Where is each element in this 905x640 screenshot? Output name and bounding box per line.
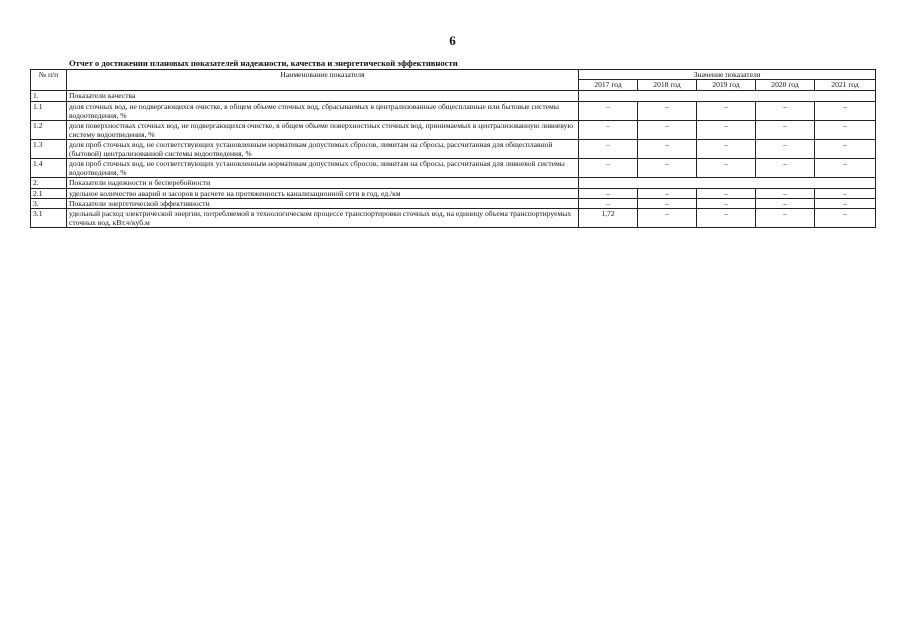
value-cell: – [756, 102, 815, 121]
value-cell: – [638, 121, 697, 140]
row-num: 3.1 [31, 209, 67, 228]
indicator-name: удельное количество аварий и засоров в расчете на протяженность канализационной сети в год, ед./км [67, 189, 579, 199]
value-cell: – [815, 209, 876, 228]
row-num: 1.3 [31, 140, 67, 159]
value-cell: – [579, 121, 638, 140]
row-num: 1.4 [31, 159, 67, 178]
indicator-name: доля проб сточных вод, не соответствующих установленным нормативам допустимых сбросов, лимитам на сбросы, рассчитанная для ливневой системы водоотведения, % [67, 159, 579, 178]
value-cell: – [697, 140, 756, 159]
table-row [31, 140, 876, 159]
header-year: 2017 год [579, 80, 638, 91]
header-name: Наименование показателя [67, 70, 579, 91]
indicator-name: доля сточных вод, не подвергающихся очистке, в общем объеме сточных вод, сбрасываемых в централизованные общесплавные или бытовые системы водоотведения, % [67, 102, 579, 121]
value-cell: – [697, 189, 756, 199]
report-title: Отчет о достижении плановых показателей надежности, качества и энергетической эффективности [69, 58, 458, 68]
value-cell: – [579, 199, 638, 209]
value-cell: – [756, 209, 815, 228]
value-cell: – [756, 189, 815, 199]
header-num: № п/п [31, 70, 67, 91]
value-cell: – [815, 159, 876, 178]
value-cell: – [579, 140, 638, 159]
indicators-table [30, 69, 876, 228]
header-year: 2018 год [638, 80, 697, 91]
value-cell: – [638, 102, 697, 121]
value-cell: – [697, 102, 756, 121]
value-cell: – [638, 189, 697, 199]
empty-value-cell [579, 178, 876, 189]
value-cell: – [815, 199, 876, 209]
table-row [31, 178, 876, 189]
table-row [31, 199, 876, 209]
value-cell: – [638, 209, 697, 228]
value-cell: – [815, 121, 876, 140]
table-row [31, 159, 876, 178]
page-number: 6 [449, 33, 456, 48]
value-cell: 1,72 [579, 209, 638, 228]
value-cell: – [756, 121, 815, 140]
value-cell: – [697, 121, 756, 140]
table-row [31, 91, 876, 102]
row-num: 1.2 [31, 121, 67, 140]
table-row [31, 102, 876, 121]
value-cell: – [697, 209, 756, 228]
table-row [31, 189, 876, 199]
indicator-name: доля поверхностных сточных вод, не подвергающихся очистке, в общем объеме поверхностных сточных вод, принимаемых в централизованную ливневую систему водоотведения, % [67, 121, 579, 140]
value-cell: – [579, 102, 638, 121]
value-cell: – [697, 199, 756, 209]
section-title: Показатели надежности и бесперебойности [67, 178, 579, 189]
table-row [31, 209, 876, 228]
value-cell: – [815, 189, 876, 199]
row-num: 1.1 [31, 102, 67, 121]
value-cell: – [756, 199, 815, 209]
section-title: Показатели энергетической эффективности [67, 199, 579, 209]
header-value-group: Значение показателя [579, 70, 876, 80]
header-year: 2019 год [697, 80, 756, 91]
value-cell: – [638, 159, 697, 178]
value-cell: – [638, 199, 697, 209]
value-cell: – [756, 159, 815, 178]
indicator-name: удельный расход электрической энергии, потребляемой в технологическом процессе транспортировки сточных вод, на единицу объема транспортируемых сточных вод, кВт.ч/куб.м [67, 209, 579, 228]
section-title: Показатели качества [67, 91, 579, 102]
header-year: 2020 год [756, 80, 815, 91]
row-num: 2. [31, 178, 67, 189]
row-num: 1. [31, 91, 67, 102]
row-num: 2.1 [31, 189, 67, 199]
header-year: 2021 год [815, 80, 876, 91]
row-num: 3. [31, 199, 67, 209]
value-cell: – [579, 189, 638, 199]
value-cell: – [815, 140, 876, 159]
empty-value-cell [579, 91, 876, 102]
table-row [31, 121, 876, 140]
value-cell: – [756, 140, 815, 159]
value-cell: – [697, 159, 756, 178]
value-cell: – [638, 140, 697, 159]
value-cell: – [579, 159, 638, 178]
indicator-name: доля проб сточных вод, не соответствующих установленным нормативам допустимых сбросов, лимитам на сбросы, рассчитанная для общесплавной (бытовой) централизованной системы водоотведения, % [67, 140, 579, 159]
value-cell: – [815, 102, 876, 121]
